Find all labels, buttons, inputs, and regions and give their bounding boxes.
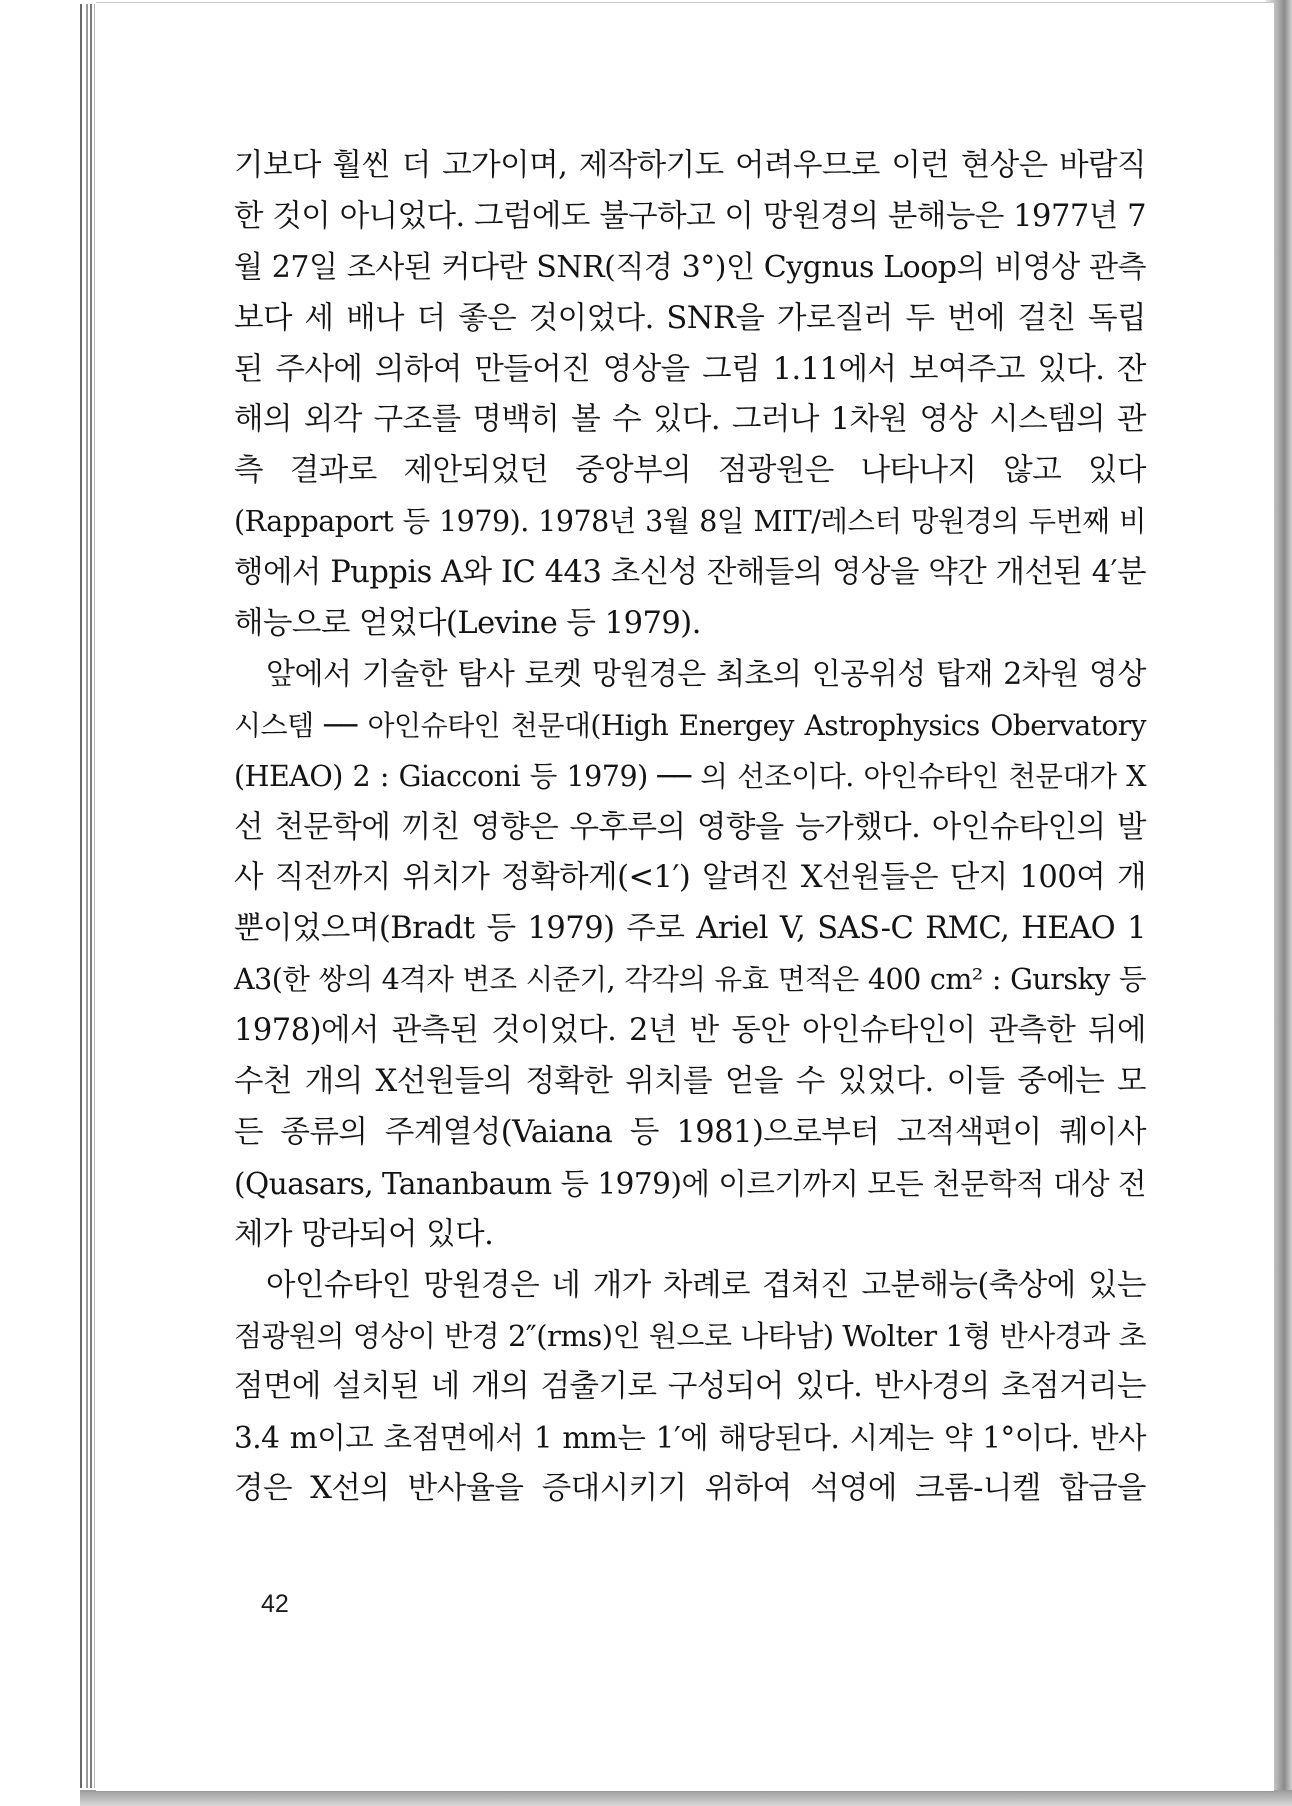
text-line: 시스템 ── 아인슈타인 천문대(High Energey Astrophysics Obervatory xyxy=(234,708,1146,742)
text-line: 뿐이었으며(Bradt 등 1979) 주로 Ariel V, SAS-C RMC, HEAO 1 xyxy=(234,911,1146,947)
text-line: 해능으로 얻었다(Levine 등 1979). xyxy=(234,606,701,642)
text-line: 월 27일 조사된 커다란 SNR(직경 3°)인 Cygnus Loop의 비영상 관측 xyxy=(234,249,1146,285)
text-line: 1978)에서 관측된 것이었다. 2년 반 동안 아인슈타인이 관측한 뒤에 xyxy=(234,1013,1146,1049)
text-line: 경은 X선의 반사율을 증대시키기 위하여 석영에 크롬-니켈 합금을 xyxy=(234,1471,1146,1507)
text-line: 선 천문학에 끼친 영향은 우후루의 영향을 능가했다. 아인슈타인의 발 xyxy=(234,809,1146,845)
text-line: 든 종류의 주계열성(Vaiana 등 1981)으로부터 고적색편이 퀘이사 xyxy=(234,1114,1146,1150)
text-line: 기보다 훨씬 더 고가이며, 제작하기도 어려우므로 이런 현상은 바람직 xyxy=(234,148,1146,183)
text-line: 된 주사에 의하여 만들어진 영상을 그림 1.11에서 보여주고 있다. 잔 xyxy=(234,351,1146,387)
text-line: (Rappaport 등 1979). 1978년 3월 8일 MIT/레스터 망원경의 두번째 비 xyxy=(234,505,1146,539)
text-line: 아인슈타인 망원경은 네 개가 차례로 겹쳐진 고분해능(축상에 있는 xyxy=(266,1267,1146,1303)
text-line: 한 것이 아니었다. 그럼에도 불구하고 이 망원경의 분해능은 1977년 7 xyxy=(234,198,1146,234)
text-line: 행에서 Puppis A와 IC 443 초신성 잔해들의 영상을 약간 개선된 4′분 xyxy=(234,555,1146,591)
page-edge xyxy=(80,4,82,1788)
text-line: 해의 외각 구조를 명백히 볼 수 있다. 그러나 1차원 영상 시스템의 관 xyxy=(234,402,1146,438)
text-line: 사 직전까지 위치가 정확하게(<1′) 알려진 X선원들은 단지 100여 개 xyxy=(234,860,1146,896)
text-line: 측 결과로 제안되었던 중앙부의 점광원은 나타나지 않고 있다 xyxy=(234,453,1146,489)
page-edge xyxy=(90,4,92,1788)
text-line: 수천 개의 X선원들의 정확한 위치를 얻을 수 있었다. 이들 중에는 모 xyxy=(234,1064,1146,1100)
text-line: 3.4 m이고 초점면에서 1 mm는 1′에 해당된다. 시계는 약 1°이다. 반사 xyxy=(234,1421,1146,1456)
page-edge xyxy=(86,4,88,1788)
text-line: (Quasars, Tananbaum 등 1979)에 이르기까지 모든 천문학적 대상 전 xyxy=(234,1166,1146,1201)
page-shadow-bottom xyxy=(80,1790,1292,1806)
text-line: (HEAO) 2 : Giacconi 등 1979) ── 의 선조이다. 아인슈타인 천문대가 X xyxy=(234,759,1146,793)
text-line: 점광원의 영상이 반경 2″(rms)인 원으로 나타남) Wolter 1형 반사경과 초 xyxy=(234,1319,1146,1354)
text-line: 앞에서 기술한 탐사 로켓 망원경은 최초의 인공위성 탑재 2차원 영상 xyxy=(266,656,1146,692)
text-line: 체가 망라되어 있다. xyxy=(234,1216,494,1252)
text-line: A3(한 쌍의 4격자 변조 시준기, 각각의 유효 면적은 400 cm² : Gursky 등 xyxy=(234,963,1146,997)
text-line: 보다 세 배나 더 좋은 것이었다. SNR을 가로질러 두 번에 걸친 독립 xyxy=(234,300,1146,336)
text-line: 점면에 설치된 네 개의 검출기로 구성되어 있다. 반사경의 초점거리는 xyxy=(234,1369,1146,1405)
body-text xyxy=(234,141,1146,1515)
page-number: 42 xyxy=(261,1590,289,1618)
page-edge xyxy=(94,4,95,1788)
